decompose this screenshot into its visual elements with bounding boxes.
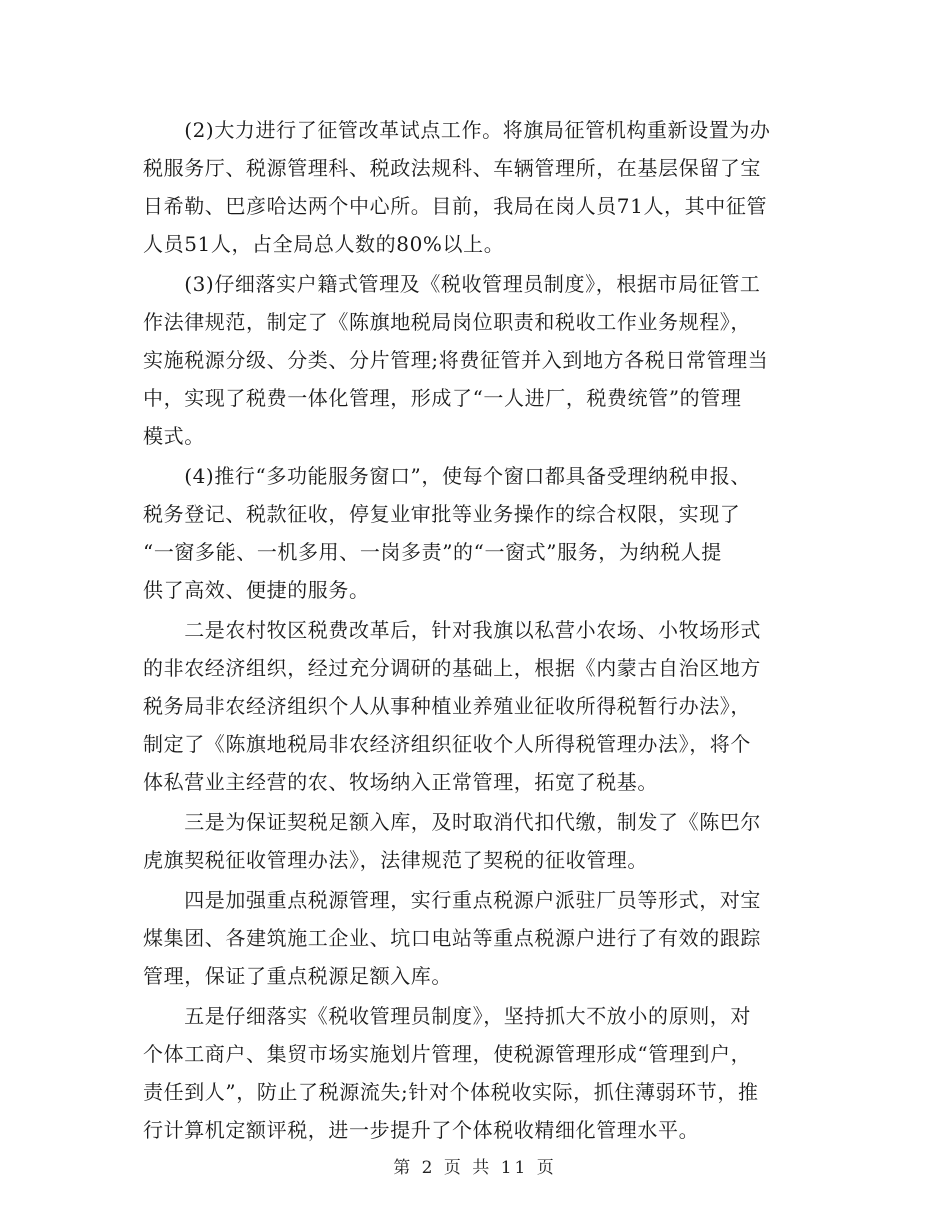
paragraph-line: 的非农经济组织，经过充分调研的基础上，根据《内蒙古自治区地方 [143, 656, 761, 680]
paragraph-line: 税务登记、税款征收，停复业审批等业务操作的综合权限，实现了 [143, 502, 741, 526]
paragraph-line: 体私营业主经营的农、牧场纳入正常管理，拓宽了税基。 [143, 770, 658, 794]
paragraph-line: 供了高效、便捷的服务。 [143, 578, 370, 602]
paragraph [143, 881, 803, 995]
paragraph-line: 税务局非农经济组织个人从事种植业养殖业征收所得税暂行办法》， [143, 694, 751, 718]
paragraph [143, 111, 803, 263]
paragraph-line: 四是加强重点税源管理，实行重点税源户派驻厂员等形式，对宝 [143, 888, 761, 912]
paragraph-line: 行计算机定额评税，进一步提升了个体税收精细化管理水平。 [143, 1118, 700, 1142]
paragraph-line: 责任到人”，防止了税源流失;针对个体税收实际，抓住薄弱环节，推 [143, 1080, 759, 1104]
paragraph-line: 管理，保证了重点税源足额入库。 [143, 964, 452, 988]
paragraph-line: 制定了《陈旗地税局非农经济组织征收个人所得税管理办法》，将个 [143, 732, 751, 756]
paragraph-line: 个体工商户、集贸市场实施划片管理，使税源管理形成“管理到户， [143, 1042, 752, 1066]
paragraph [143, 803, 803, 879]
paragraph-line: 日希勒、巴彦哈达两个中心所。目前，我局在岗人员71人，其中征管 [143, 194, 768, 218]
paragraph-line: (2)大力进行了征管改革试点工作。将旗局征管机构重新设置为办 [143, 118, 771, 142]
paragraph-line: 实施税源分级、分类、分片管理;将费征管并入到地方各税日常管理当 [143, 348, 769, 372]
paragraph-line: (3)仔细落实户籍式管理及《税收管理员制度》，根据市局征管工 [143, 272, 761, 296]
paragraph-line: 煤集团、各建筑施工企业、坑口电站等重点税源户进行了有效的跟踪 [143, 926, 761, 950]
paragraph-line: 人员51人，占全局总人数的80%以上。 [143, 232, 505, 256]
document-body [143, 111, 803, 1151]
paragraph-line: 五是仔细落实《税收管理员制度》，坚持抓大不放小的原则，对 [143, 1004, 751, 1028]
paragraph-line: 作法律规范，制定了《陈旗地税局岗位职责和税收工作业务规程》， [143, 310, 751, 334]
paragraph-line: 虎旗契税征收管理办法》，法律规范了契税的征收管理。 [143, 848, 648, 872]
paragraph [143, 611, 803, 801]
paragraph [143, 457, 803, 609]
paragraph-line: 中，实现了税费一体化管理，形成了“一人进厂，税费统管”的管理 [143, 386, 742, 410]
paragraph [143, 265, 803, 455]
paragraph-line: “一窗多能、一机多用、一岗多责”的“一窗式”服务，为纳税人提 [143, 540, 722, 564]
paragraph-line: 模式。 [143, 424, 205, 448]
paragraph-line: 税服务厅、税源管理科、税政法规科、车辆管理所，在基层保留了宝 [143, 156, 761, 180]
paragraph-line: 三是为保证契税足额入库，及时取消代扣代缴，制发了《陈巴尔 [143, 810, 761, 834]
paragraph-line: (4)推行“多功能服务窗口”，使每个窗口都具备受理纳税申报、 [143, 464, 751, 488]
paragraph [143, 997, 803, 1149]
paragraph-line: 二是农村牧区税费改革后，针对我旗以私营小农场、小牧场形式 [143, 618, 761, 642]
page-footer: 第 2 页 共 11 页 [393, 1158, 557, 1178]
